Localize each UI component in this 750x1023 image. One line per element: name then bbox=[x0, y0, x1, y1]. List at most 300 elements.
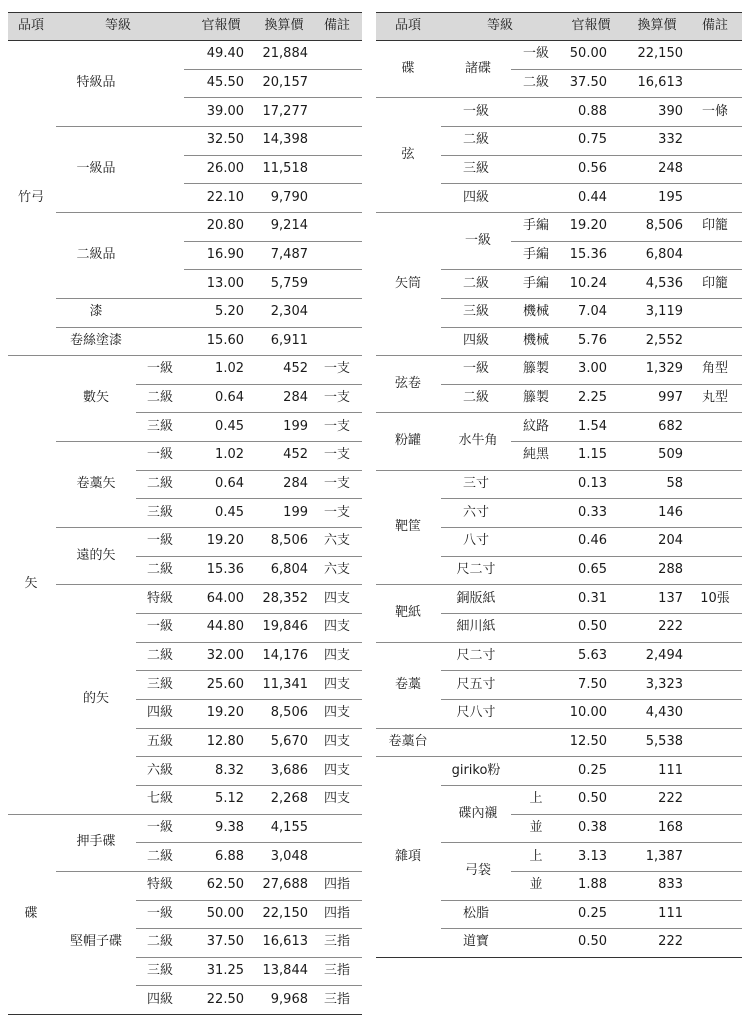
row-note: 一支 bbox=[323, 361, 351, 377]
row-converted-price: 8,506 bbox=[645, 218, 683, 234]
row-converted-price: 111 bbox=[658, 762, 683, 778]
row-official-price: 0.50 bbox=[578, 619, 607, 635]
row-converted-price: 3,323 bbox=[645, 676, 683, 692]
row-divider bbox=[441, 298, 742, 299]
row-divider bbox=[136, 498, 362, 499]
row-divider bbox=[56, 126, 362, 127]
row-converted-price: 16,613 bbox=[637, 74, 683, 90]
row-note: 四支 bbox=[323, 676, 351, 692]
row-official-price: 0.65 bbox=[578, 562, 607, 578]
row-official-price: 1.02 bbox=[215, 447, 244, 463]
row-converted-price: 1,329 bbox=[645, 361, 683, 377]
row-divider bbox=[376, 584, 742, 585]
row-divider bbox=[136, 957, 362, 958]
row-converted-price: 284 bbox=[283, 390, 308, 406]
row-sub-type: 手編 bbox=[522, 275, 550, 291]
row-grade: 尺二寸 bbox=[456, 562, 496, 578]
row-official-price: 49.40 bbox=[206, 46, 244, 62]
row-divider bbox=[376, 728, 742, 729]
row-grade: 碟內襯 bbox=[458, 805, 498, 821]
row-official-price: 0.31 bbox=[578, 590, 607, 606]
row-grade: 銅版紙 bbox=[456, 590, 496, 606]
row-sub-type: 上 bbox=[529, 848, 543, 864]
row-official-price: 20.80 bbox=[206, 218, 244, 234]
row-converted-price: 8,506 bbox=[270, 533, 308, 549]
row-divider bbox=[376, 957, 742, 958]
row-divider bbox=[511, 871, 742, 872]
row-sub-type: 機械 bbox=[522, 304, 550, 320]
row-official-price: 0.45 bbox=[215, 418, 244, 434]
row-official-price: 31.25 bbox=[206, 963, 244, 979]
row-official-price: 32.50 bbox=[206, 132, 244, 148]
item-name: 竹弓 bbox=[17, 189, 45, 205]
row-grade: 二級 bbox=[146, 390, 174, 406]
item-name: 靶筐 bbox=[394, 519, 422, 535]
row-divider bbox=[441, 384, 742, 385]
header-grade: 等級 bbox=[104, 18, 132, 33]
row-grade: 二級 bbox=[146, 476, 174, 492]
row-note: 一條 bbox=[701, 103, 729, 119]
row-note: 一支 bbox=[323, 476, 351, 492]
row-sub-type: 機械 bbox=[522, 332, 550, 348]
row-note: 10張 bbox=[700, 590, 730, 606]
row-sub-type: 紋路 bbox=[522, 418, 550, 434]
row-grade: 尺五寸 bbox=[456, 676, 496, 692]
row-converted-price: 2,494 bbox=[645, 647, 683, 663]
row-converted-price: 997 bbox=[658, 390, 683, 406]
row-official-price: 16.90 bbox=[206, 246, 244, 262]
row-grade: 三級 bbox=[146, 504, 174, 520]
row-grade: 三級 bbox=[146, 963, 174, 979]
row-grade: 五級 bbox=[146, 733, 174, 749]
row-divider bbox=[441, 785, 742, 786]
row-divider bbox=[376, 756, 742, 757]
row-grade: 弓袋 bbox=[464, 862, 492, 878]
row-official-price: 44.80 bbox=[206, 619, 244, 635]
row-official-price: 39.00 bbox=[206, 103, 244, 119]
row-sub-type: 並 bbox=[529, 877, 543, 893]
row-sub-type: 上 bbox=[529, 791, 543, 807]
subgroup-name: 卷藁矢 bbox=[76, 476, 116, 492]
row-official-price: 15.60 bbox=[206, 332, 244, 348]
row-grade: 四級 bbox=[462, 332, 490, 348]
row-converted-price: 6,804 bbox=[270, 562, 308, 578]
row-note: 一支 bbox=[323, 504, 351, 520]
item-name: 矢筒 bbox=[394, 275, 422, 291]
row-divider bbox=[136, 699, 362, 700]
row-divider bbox=[8, 355, 362, 356]
row-grade: 四級 bbox=[462, 189, 490, 205]
row-converted-price: 682 bbox=[658, 418, 683, 434]
item-name: 卷藁 bbox=[394, 676, 422, 692]
row-converted-price: 20,157 bbox=[262, 74, 308, 90]
row-official-price: 0.38 bbox=[578, 819, 607, 835]
row-grade: 道寶 bbox=[462, 934, 490, 950]
row-divider bbox=[441, 527, 742, 528]
row-official-price: 2.25 bbox=[578, 390, 607, 406]
row-converted-price: 14,398 bbox=[262, 132, 308, 148]
subgroup-name: 的矢 bbox=[82, 690, 110, 706]
row-grade: 二級 bbox=[146, 562, 174, 578]
row-grade: 一級 bbox=[146, 361, 174, 377]
row-divider bbox=[56, 327, 362, 328]
row-converted-price: 6,804 bbox=[645, 246, 683, 262]
row-grade: 尺八寸 bbox=[456, 705, 496, 721]
row-official-price: 1.02 bbox=[215, 361, 244, 377]
row-divider bbox=[136, 928, 362, 929]
header-grade: 等級 bbox=[486, 18, 514, 33]
row-converted-price: 833 bbox=[658, 877, 683, 893]
row-divider bbox=[136, 470, 362, 471]
row-official-price: 0.64 bbox=[215, 476, 244, 492]
row-converted-price: 4,536 bbox=[645, 275, 683, 291]
row-converted-price: 4,430 bbox=[645, 705, 683, 721]
row-converted-price: 452 bbox=[283, 447, 308, 463]
row-divider bbox=[511, 441, 742, 442]
row-divider bbox=[136, 670, 362, 671]
row-divider bbox=[136, 613, 362, 614]
row-converted-price: 222 bbox=[658, 791, 683, 807]
row-divider bbox=[56, 212, 362, 213]
row-divider bbox=[441, 183, 742, 184]
row-note: 四支 bbox=[323, 791, 351, 807]
item-name: 卷藁台 bbox=[388, 733, 428, 749]
subgroup-name: 漆 bbox=[89, 304, 103, 320]
row-divider bbox=[376, 40, 742, 41]
row-divider bbox=[376, 470, 742, 471]
row-divider bbox=[376, 12, 742, 13]
row-grade: 三級 bbox=[462, 160, 490, 176]
row-official-price: 5.63 bbox=[578, 647, 607, 663]
row-converted-price: 222 bbox=[658, 934, 683, 950]
row-grade: 八寸 bbox=[462, 533, 490, 549]
row-official-price: 19.20 bbox=[206, 533, 244, 549]
row-grade: 一級 bbox=[146, 819, 174, 835]
row-divider bbox=[56, 527, 362, 528]
row-converted-price: 222 bbox=[658, 619, 683, 635]
row-converted-price: 11,518 bbox=[262, 160, 308, 176]
row-converted-price: 199 bbox=[283, 504, 308, 520]
subgroup-name: 遠的矢 bbox=[76, 547, 116, 563]
row-divider bbox=[56, 584, 362, 585]
row-grade: 四級 bbox=[146, 991, 174, 1007]
row-grade: 一級 bbox=[146, 619, 174, 635]
row-note: 丸型 bbox=[701, 390, 729, 406]
row-official-price: 15.36 bbox=[569, 246, 607, 262]
row-official-price: 0.44 bbox=[578, 189, 607, 205]
row-official-price: 12.50 bbox=[569, 733, 607, 749]
row-divider bbox=[136, 756, 362, 757]
row-converted-price: 19,846 bbox=[262, 619, 308, 635]
row-note: 印籠 bbox=[701, 275, 729, 291]
subgroup-name: 卷絲塗漆 bbox=[69, 332, 123, 348]
item-name: 雜項 bbox=[394, 848, 422, 864]
row-divider bbox=[511, 69, 742, 70]
subgroup-name: 堅帽子碟 bbox=[69, 934, 123, 950]
row-official-price: 10.00 bbox=[569, 705, 607, 721]
row-official-price: 37.50 bbox=[569, 74, 607, 90]
subgroup-name: 特級品 bbox=[76, 74, 116, 90]
row-official-price: 0.45 bbox=[215, 504, 244, 520]
row-official-price: 1.88 bbox=[578, 877, 607, 893]
subgroup-name: 押手碟 bbox=[76, 834, 116, 850]
row-note: 角型 bbox=[701, 361, 729, 377]
row-grade: 二級 bbox=[462, 275, 490, 291]
row-note: 四支 bbox=[323, 762, 351, 778]
item-name: 碟 bbox=[24, 905, 38, 921]
row-official-price: 3.00 bbox=[578, 361, 607, 377]
row-official-price: 13.00 bbox=[206, 275, 244, 291]
row-divider bbox=[136, 900, 362, 901]
row-divider bbox=[136, 642, 362, 643]
row-converted-price: 9,790 bbox=[270, 189, 308, 205]
row-divider bbox=[136, 384, 362, 385]
row-official-price: 0.64 bbox=[215, 390, 244, 406]
row-converted-price: 3,048 bbox=[270, 848, 308, 864]
row-divider bbox=[136, 985, 362, 986]
row-divider bbox=[376, 355, 742, 356]
row-converted-price: 1,387 bbox=[645, 848, 683, 864]
row-grade: 二級 bbox=[462, 390, 490, 406]
row-note: 三指 bbox=[323, 934, 351, 950]
row-sub-type: 手編 bbox=[522, 218, 550, 234]
row-converted-price: 195 bbox=[658, 189, 683, 205]
row-note: 印籠 bbox=[701, 218, 729, 234]
row-official-price: 0.33 bbox=[578, 504, 607, 520]
row-official-price: 45.50 bbox=[206, 74, 244, 90]
row-divider bbox=[56, 298, 362, 299]
row-divider bbox=[441, 670, 742, 671]
row-sub-type: 純黑 bbox=[522, 447, 550, 463]
row-divider bbox=[511, 241, 742, 242]
row-divider bbox=[136, 556, 362, 557]
row-official-price: 7.04 bbox=[578, 304, 607, 320]
row-official-price: 5.76 bbox=[578, 332, 607, 348]
row-official-price: 9.38 bbox=[215, 819, 244, 835]
row-grade: 諸碟 bbox=[464, 60, 492, 76]
row-converted-price: 58 bbox=[666, 476, 683, 492]
item-name: 靶紙 bbox=[394, 605, 422, 620]
row-note: 四支 bbox=[323, 705, 351, 721]
row-divider bbox=[441, 155, 742, 156]
row-converted-price: 6,911 bbox=[270, 332, 308, 348]
header-converted-price: 換算價 bbox=[637, 18, 677, 33]
row-converted-price: 7,487 bbox=[270, 246, 308, 262]
row-grade: 二級 bbox=[146, 848, 174, 864]
row-divider bbox=[441, 842, 742, 843]
row-note: 四支 bbox=[323, 733, 351, 749]
row-divider bbox=[8, 40, 362, 41]
row-official-price: 37.50 bbox=[206, 934, 244, 950]
row-official-price: 22.10 bbox=[206, 189, 244, 205]
subgroup-name: 一級品 bbox=[76, 160, 116, 176]
row-official-price: 22.50 bbox=[206, 991, 244, 1007]
row-converted-price: 146 bbox=[658, 504, 683, 520]
row-grade: 細川紙 bbox=[456, 619, 496, 635]
item-name: 弦 bbox=[401, 146, 415, 162]
row-official-price: 0.25 bbox=[578, 762, 607, 778]
row-divider bbox=[441, 498, 742, 499]
row-divider bbox=[376, 642, 742, 643]
row-grade: 尺二寸 bbox=[456, 647, 496, 663]
row-divider bbox=[184, 69, 362, 70]
row-converted-price: 22,150 bbox=[637, 46, 683, 62]
row-divider bbox=[441, 900, 742, 901]
header-item: 品項 bbox=[394, 18, 422, 33]
row-official-price: 25.60 bbox=[206, 676, 244, 692]
row-grade: 松脂 bbox=[462, 905, 490, 921]
row-grade: 三級 bbox=[146, 676, 174, 692]
row-official-price: 5.20 bbox=[215, 304, 244, 320]
subgroup-name: 二級品 bbox=[76, 246, 116, 262]
row-divider bbox=[184, 241, 362, 242]
row-converted-price: 5,670 bbox=[270, 733, 308, 749]
row-divider bbox=[8, 12, 362, 13]
row-note: 三指 bbox=[323, 963, 351, 979]
row-official-price: 12.80 bbox=[206, 733, 244, 749]
row-divider bbox=[376, 412, 742, 413]
row-sub-type: 二級 bbox=[522, 74, 550, 90]
row-note: 六支 bbox=[323, 533, 351, 549]
row-divider bbox=[136, 728, 362, 729]
row-grade: 一級 bbox=[146, 447, 174, 463]
row-converted-price: 5,538 bbox=[645, 733, 683, 749]
row-grade: 一級 bbox=[462, 103, 490, 119]
row-official-price: 10.24 bbox=[569, 275, 607, 291]
row-converted-price: 13,844 bbox=[262, 963, 308, 979]
row-note: 一支 bbox=[323, 390, 351, 406]
row-official-price: 8.32 bbox=[215, 762, 244, 778]
row-converted-price: 2,304 bbox=[270, 304, 308, 320]
row-official-price: 19.20 bbox=[569, 218, 607, 234]
row-grade: 一級 bbox=[146, 905, 174, 921]
row-official-price: 3.13 bbox=[578, 848, 607, 864]
row-converted-price: 332 bbox=[658, 132, 683, 148]
row-grade: 三寸 bbox=[462, 476, 490, 492]
row-official-price: 0.25 bbox=[578, 905, 607, 921]
row-divider bbox=[8, 814, 362, 815]
row-divider bbox=[136, 785, 362, 786]
item-name: 粉罐 bbox=[394, 433, 422, 449]
row-converted-price: 28,352 bbox=[262, 590, 308, 606]
row-sub-type: 並 bbox=[529, 819, 543, 835]
row-divider bbox=[441, 327, 742, 328]
row-divider bbox=[441, 613, 742, 614]
row-official-price: 26.00 bbox=[206, 160, 244, 176]
header-row bbox=[8, 12, 362, 40]
header-note: 備註 bbox=[323, 18, 351, 33]
row-divider bbox=[441, 556, 742, 557]
row-converted-price: 288 bbox=[658, 562, 683, 578]
row-grade: 六寸 bbox=[462, 504, 490, 520]
row-divider bbox=[8, 1014, 362, 1015]
row-note: 四支 bbox=[323, 647, 351, 663]
row-converted-price: 137 bbox=[658, 590, 683, 606]
row-divider bbox=[376, 97, 742, 98]
row-grade: 七級 bbox=[146, 791, 174, 807]
row-converted-price: 4,155 bbox=[270, 819, 308, 835]
row-grade: 二級 bbox=[462, 132, 490, 148]
row-converted-price: 22,150 bbox=[262, 905, 308, 921]
row-official-price: 50.00 bbox=[569, 46, 607, 62]
row-converted-price: 204 bbox=[658, 533, 683, 549]
row-official-price: 32.00 bbox=[206, 647, 244, 663]
row-divider bbox=[136, 412, 362, 413]
row-converted-price: 17,277 bbox=[262, 103, 308, 119]
row-official-price: 0.50 bbox=[578, 791, 607, 807]
row-divider bbox=[441, 126, 742, 127]
row-grade: 特級 bbox=[146, 590, 174, 606]
row-note: 三指 bbox=[323, 991, 351, 1007]
item-name: 碟 bbox=[401, 60, 415, 76]
header-item: 品項 bbox=[17, 18, 45, 33]
row-note: 六支 bbox=[323, 562, 351, 578]
row-official-price: 6.88 bbox=[215, 848, 244, 864]
price-tables bbox=[0, 12, 750, 1017]
row-divider bbox=[511, 814, 742, 815]
row-grade: 二級 bbox=[146, 647, 174, 663]
row-divider bbox=[184, 155, 362, 156]
row-sub-type: 一級 bbox=[522, 46, 550, 62]
row-sub-type: 手編 bbox=[522, 246, 550, 262]
row-converted-price: 14,176 bbox=[262, 647, 308, 663]
row-divider bbox=[441, 928, 742, 929]
row-divider bbox=[56, 871, 362, 872]
row-grade: giriko粉 bbox=[451, 762, 501, 778]
row-official-price: 0.56 bbox=[578, 160, 607, 176]
row-grade: 三級 bbox=[462, 304, 490, 320]
row-converted-price: 284 bbox=[283, 476, 308, 492]
row-grade: 四級 bbox=[146, 705, 174, 721]
row-official-price: 19.20 bbox=[206, 705, 244, 721]
row-divider bbox=[376, 212, 742, 213]
row-converted-price: 111 bbox=[658, 905, 683, 921]
row-sub-type: 籐製 bbox=[522, 390, 550, 406]
subgroup-name: 數矢 bbox=[82, 390, 110, 406]
row-converted-price: 21,884 bbox=[262, 46, 308, 62]
row-grade: 三級 bbox=[146, 418, 174, 434]
row-converted-price: 8,506 bbox=[270, 705, 308, 721]
row-official-price: 15.36 bbox=[206, 562, 244, 578]
row-official-price: 64.00 bbox=[206, 590, 244, 606]
row-converted-price: 27,688 bbox=[262, 877, 308, 893]
row-divider bbox=[441, 269, 742, 270]
row-converted-price: 3,686 bbox=[270, 762, 308, 778]
row-converted-price: 509 bbox=[658, 447, 683, 463]
row-official-price: 0.88 bbox=[578, 103, 607, 119]
row-converted-price: 16,613 bbox=[262, 934, 308, 950]
row-note: 四支 bbox=[323, 619, 351, 635]
row-sub-type: 籐製 bbox=[522, 361, 550, 377]
row-official-price: 50.00 bbox=[206, 905, 244, 921]
row-official-price: 0.46 bbox=[578, 533, 607, 549]
item-name: 矢 bbox=[24, 576, 38, 592]
row-grade: 一級 bbox=[462, 361, 490, 377]
row-note: 四指 bbox=[323, 877, 351, 893]
header-official-price: 官報價 bbox=[571, 18, 611, 33]
row-note: 一支 bbox=[323, 447, 351, 463]
row-official-price: 1.15 bbox=[578, 447, 607, 463]
row-converted-price: 390 bbox=[658, 103, 683, 119]
item-name: 弦卷 bbox=[394, 375, 422, 391]
row-converted-price: 2,268 bbox=[270, 791, 308, 807]
row-divider bbox=[441, 699, 742, 700]
row-divider bbox=[184, 183, 362, 184]
row-grade: 一級 bbox=[464, 232, 492, 248]
row-divider bbox=[56, 441, 362, 442]
row-converted-price: 248 bbox=[658, 160, 683, 176]
row-converted-price: 168 bbox=[658, 819, 683, 835]
